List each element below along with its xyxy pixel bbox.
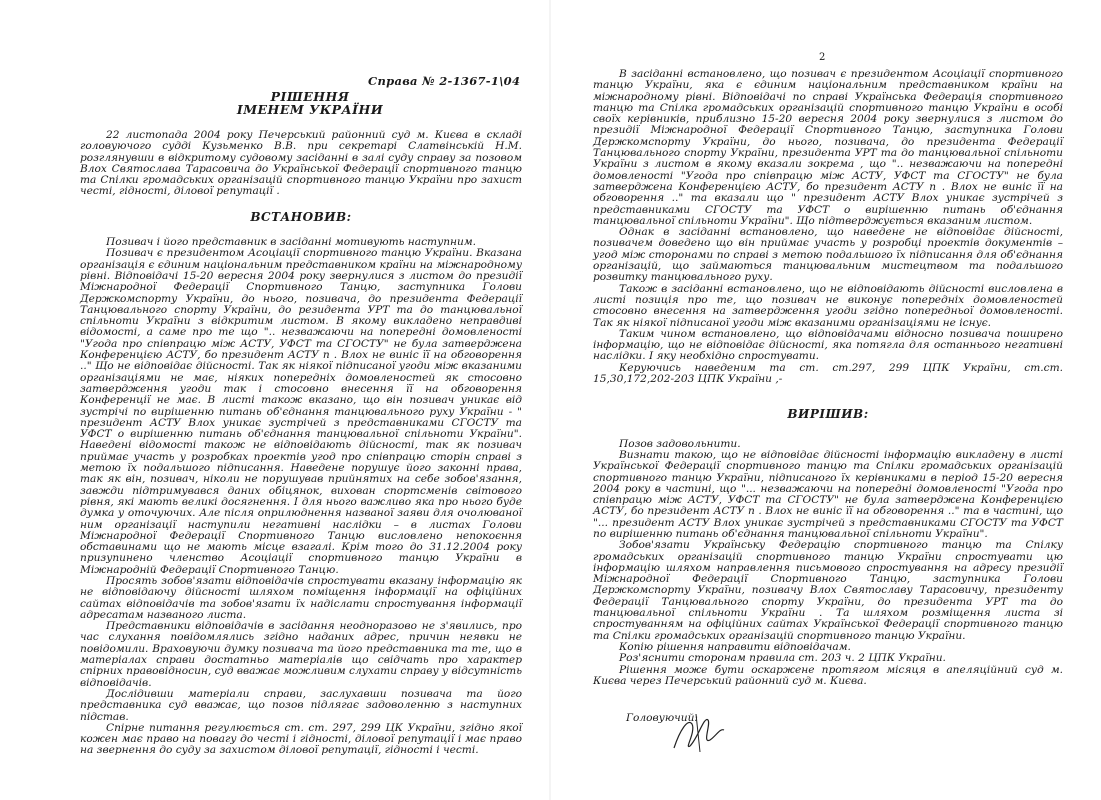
signature-image [666, 710, 736, 755]
paragraph: Копію рішення направити відповідачам. [619, 640, 851, 653]
page-left [0, 0, 550, 800]
page-right [551, 0, 1101, 800]
paragraph: Також в засіданні встановлено, що не відповідають дійсності висловлена в листі позиція про те, що позивач не виконує попередніх домовленостей стосовно внесення на затвердження угоди згідно попередньої домовленості. Так як ніякої підписаної угоди між вказаними організаціями не існує. [593, 282, 1063, 329]
case-number: Справа № 2-1367-1\04 [368, 74, 521, 88]
paragraph: Представники відповідачів в засідання неодноразово не з'явились, про час слухання повідомлялись згідно наданих адрес, причин неявки не повідомили. Враховуючи думку позивача та його представника та те, що в матеріалах справи достатньо матеріалів що свідчать про характер спірних правовідносин, суд вважає можливим слухати справу у відсутність відповідачів. [80, 620, 522, 689]
paragraph: Керуючись наведеним та ст. ст.297, 299 ЦПК України, ст.ст. 15,30,172,202-203 ЦПК України ,- [593, 361, 1063, 386]
intro-paragraph: 22 листопада 2004 року Печерський районний суд м. Києва в складі головуючого судді Кузьменко В.В. при секретарі Слатвінській Н.М. розглянувши в відкритому судовому засіданні в залі суду справу за позовом Влох Святослава Тарасовича до Української Федерації спортивного танцю та Спілки громадських організацій спортивного танцю України про захист честі, гідності, ділової репутації . [80, 129, 522, 198]
presiding-judge-label: Головуючий: [626, 712, 698, 724]
document-title: РІШЕННЯ [270, 89, 350, 104]
paragraph: Дослідивши матеріали справи, заслухавши позивача та його представника суд вважає, що позов підлягає задоволенню з наступних підстав. [80, 687, 522, 723]
paragraph: Рішення може бути оскаржене протягом місяця в апеляційний суд м. Києва через Печерський районний суд м. Києва. [593, 663, 1063, 687]
paragraph: Спірне питання регулюється ст. ст. 297, 299 ЦК України, згідно якої кожен має право на повагу до честі і гідності, ділової репутації і має право на звернення до суду за захистом ділової репутації, гідності і честі. [80, 721, 522, 757]
paragraph: В засіданні встановлено, що позивач є президентом Асоціації спортивного танцю України, яка є єдиним національним представником країни на міжнародному рівні. Відповідачі по справі Українська Федерація спортивного танцю та Спілка громадських організацій спортивного танцю України в особі своїх керівників, приблизно 15-20 вересня 2004 року звернулися з листом до президії Міжнародної Федерації Спортивного Танцю, заступника Голови Держкомспорту України, до нього, позивача, до президента Федерації Танцювального спорту України, президента УРТ та до танцювальної спільноти України з листом в якому вказали зокрема , що ".. незважаючи на попередні домовленості "Угода про співпрацю між АСТУ, УФСТ та СГОСТУ" не була затверджена Конференцією АСТУ, бо президент АСТУ п . Влох не виніс її на обговорення .." та вказали що " президент АСТУ Влох уникає зустрічей з представниками СГОСТУ та УФСТ о вирішенню питань об'єднання танцювальної спільноти України". Що підтверджується вказаним листом. [593, 68, 1063, 227]
page-left-body [80, 130, 522, 757]
decided-heading: ВИРІШИВ: [787, 407, 869, 422]
document-subtitle: ІМЕНЕМ УКРАЇНИ [236, 102, 384, 117]
paragraph: Позов задовольнити. [619, 437, 741, 450]
paragraph: Позивач є президентом Асоціації спортивного танцю України. Вказана організація є єдиним національним представником країни на міжнародному рівні. Відповідачі 15-20 вересня 2004 року звернулися з листом до президії Міжнародної Федерації Спортивного Танцю, заступника Голови Держкомспорту України, до нього, позивача, до президента Федерації Танцювального спорту України, до резидента УРТ та до танцювальної спільноти України з відкритим листом. В якому викладено неправдиві відомості, а саме про те що ".. незважаючи на попередні домовленості "Угода про співпрацю між АСТУ, УФСТ та СГОСТУ" не була затверджена Конференцією АСТУ, бо президент АСТУ п . Влох не виніс її на обговорення .." Що не відповідає дійсності. Так як ніякої підписаної угоди між вказаними організаціями не має, ніяких попередніх домовленостей як стосовно затвердження угоди так і стосовно внесення її на обговорення Конференції не має. В листі також вказано, що він позивач уникає від зустрічі по вирішенню питань об'єднання танцювального руху України - " президент АСТУ Влох уникає зустрічей з представниками СГОСТУ та УФСТ о вирішенню питань об'єднання танцювальної спільноти України". Наведені відомості також не відповідають дійсності, так як позивач приймає участь у розробках проектів угод про співпрацю сторін справі з метою їх подальшого підписання. Наведене порушує його законні права, так як він, позивач, ніколи не порушував прийнятих на себе зобов'язання, завжди підтримувався даних обіцянок, вихован спортсменів світового рівня, які мають великі досягнення. І для нього важливо яка про нього буде думка у оточуючих. Але після оприлюднення названої заяви для очолюваної ним організації наступили негативні наслідки – в листах Голови Міжнародної Федерації Спортивного Танцю висловлено непокоєння обставинами що не мають місце взагалі. Крім того до 31.12.2004 року призупинено членство Асоціації спортивного танцю України в Міжнародній Федерації Спортивного Танцю. [80, 247, 522, 576]
paragraph: Зобов'язати Українську Федерацію спортивного танцю та Спілку громадських організацій спортивного танцю України спростувати цю інформацію шляхом направлення письмового спростування на адресу президії Міжнародної Федерації Спортивного Танцю, заступника Голови Держкомспорту України, позивачу Влох Святославу Тарасовичу, президенту Федерації Танцювального спорту України, до президента УРТ та до танцювальної спільноти України . Та шляхом розміщення листа зі спростуванням на офіційних сайтах Української Федерації спортивного танцю та Спілки громадських організацій спортивного танцю України. [593, 539, 1063, 642]
paragraph: Однак в засіданні встановлено, що наведене не відповідає дійсності, позивачем доведено що він приймає участь у розробці проектів документів – угод між сторонами по справі з метою подальшого їх підписання для об'єднання організацій, що займаються танцювальним мистецтвом та подальшого розвитку танцювального руху. [593, 226, 1063, 284]
paragraph: Роз'яснити сторонам правила ст. 203 ч. 2 ЦПК України. [619, 652, 946, 665]
page-number: 2 [819, 52, 826, 63]
established-heading: ВСТАНОВИВ: [250, 209, 352, 224]
page-right-body [593, 69, 1063, 687]
paragraph: Таким чином встановлено, що відповідачами відносно позивача поширено інформацію, що не відповідає дійсності, яка потягла для останнього негативні наслідки. І яку необхідно спростувати. [593, 327, 1063, 363]
paragraph: Визнати такою, що не відповідає дійсності інформацію викладену в листі Української Федерації спортивного танцю та Спілки громадських організацій спортивного танцю України, підписаного їх керівниками в період 15-20 вересня 2004 року в частині, що "... незважаючи на попередні домовленості "Угода про співпрацю між АСТУ, УФСТ та СГОСТУ" не була затверджена Конференцією АСТУ, бо президент АСТУ п . Влох не виніс її на обговорення .." та в частині, що "... президент АСТУ Влох уникає зустрічей з представниками СГОСТУ та УФСТ по вирішенню питань об'єднання танцювальної спільноти України". [593, 448, 1063, 540]
paragraph: Просять зобов'язати відповідачів спростувати вказану інформацію як не відповідаючу дійсності шляхом поміщення інформації на офіційних сайтах відповідачів та зобов'язати їх надіслати спростування інформації адресатам названого листа. [80, 574, 522, 621]
paragraph: Позивач і його представник в засіданні мотивують наступним. [106, 236, 476, 249]
